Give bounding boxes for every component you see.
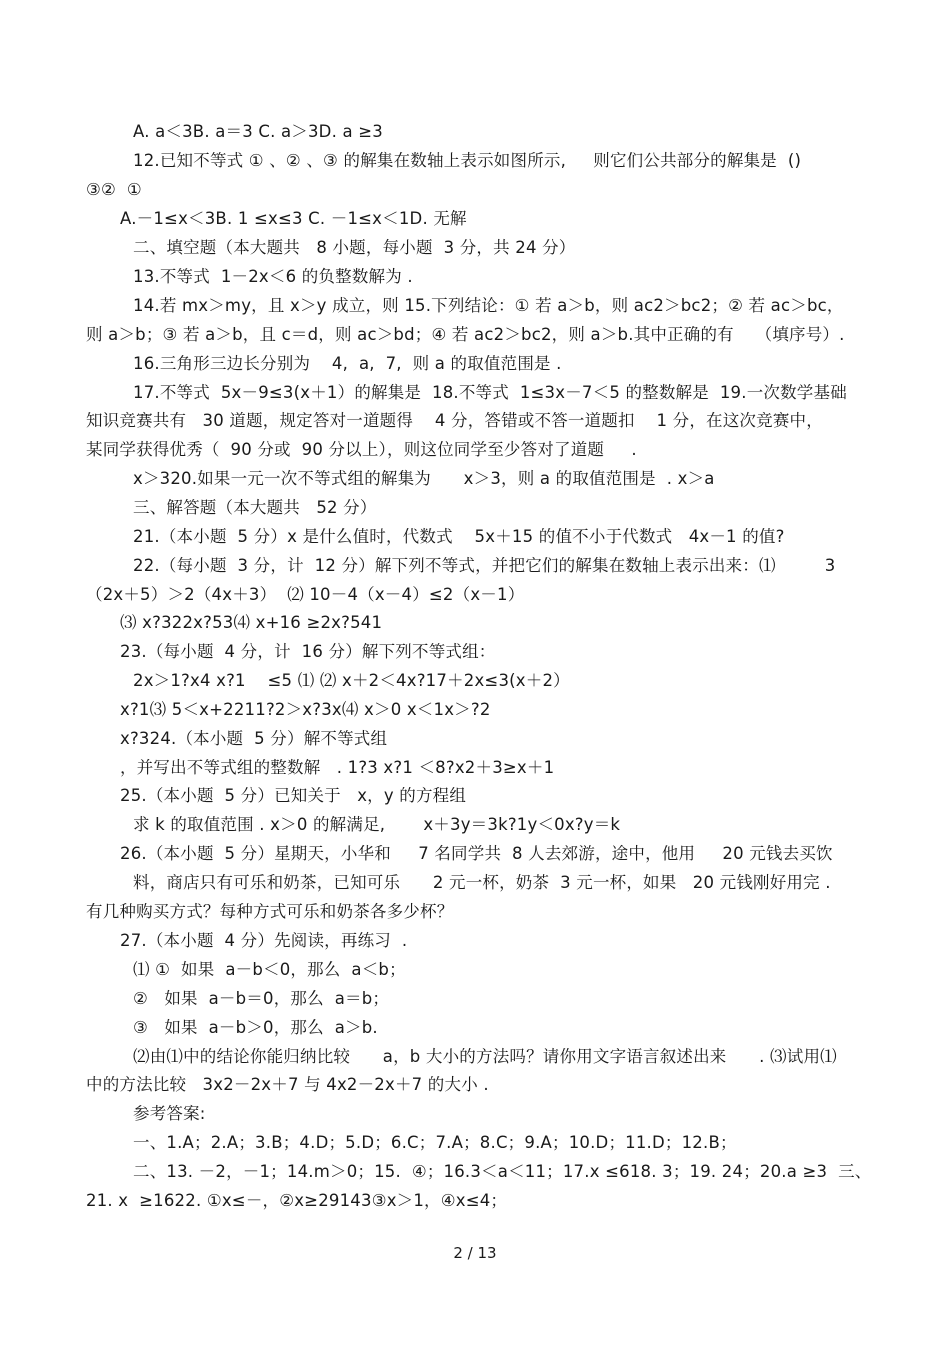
text-line-23: ，并写出不等式组的整数解 . 1?3 x?1 ＜8?x2＋3≥x＋1 (120, 758, 555, 777)
text-line-34: 中的方法比较 3x2－2x＋7 与 4x2－2x＋7 的大小 . (86, 1075, 489, 1094)
text-line-20: 2x＞1?x4 x?1 ≤5 ⑴ ⑵ x＋2＜4x?17＋2x≤3(x＋2） (133, 671, 570, 690)
text-line-31: ② 如果 a－b＝0，那么 a＝b； (133, 989, 390, 1008)
answer-key-heading: 参考答案: (133, 1104, 206, 1123)
text-line-13: x＞320.如果一元一次不等式组的解集为 x＞3，则 a 的取值范围是 . x＞a (133, 469, 715, 488)
text-line-1: A. a＜3B. a＝3 C. a＞3D. a ≥3 (133, 122, 383, 141)
text-line-4: A.－1≤x＜3B. 1 ≤x≤3 C. －1≤x＜1D. 无解 (120, 209, 467, 228)
text-line-9: 16.三角形三边长分别为 4, a, 7, 则 a 的取值范围是 . (133, 354, 562, 373)
text-line-27: 料，商店只有可乐和奶茶，已知可乐 2 元一杯，奶茶 3 元一杯，如果 20 元钱刚好用完 . (133, 873, 831, 892)
text-line-6: 13.不等式 1－2x＜6 的负整数解为 . (133, 267, 413, 286)
text-line-2: 12.已知不等式 ① 、② 、③ 的解集在数轴上表示如图所示, 则它们公共部分的解集是 () (133, 151, 802, 170)
text-line-26: 26.（本小题 5 分）星期天，小华和 7 名同学共 8 人去郊游，途中，他用 20 元钱去买饮 (120, 844, 833, 863)
text-line-12: 某同学获得优秀（ 90 分或 90 分以上），则这位同学至少答对了道题 . (86, 440, 637, 459)
text-line-22: x?324.（本小题 5 分）解不等式组 (120, 729, 388, 748)
text-line-15: 21.（本小题 5 分）x 是什么值时，代数式 5x＋15 的值不小于代数式 4x－1 的值? (133, 527, 785, 546)
answer-key-part-1: 一、1.A；2.A；3.B；4.D；5.D；6.C；7.A；8.C；9.A；10.D；11.D；12.B； (133, 1133, 737, 1152)
text-line-30: ⑴ ① 如果 a－b＜0，那么 a＜b； (133, 960, 406, 979)
text-line-11: 知识竞赛共有 30 道题，规定答对一道题得 4 分，答错或不答一道题扣 1 分，在这次竞赛中， (86, 411, 823, 430)
text-line-19: 23.（每小题 4 分，计 16 分）解下列不等式组： (120, 642, 496, 661)
text-line-10: 17.不等式 5x－9≤3(x＋1）的解集是 18.不等式 1≤3x－7＜5 的整数解是 19.一次数学基础 (133, 383, 847, 402)
text-line-24: 25.（本小题 5 分）已知关于 x，y 的方程组 (120, 786, 467, 805)
answer-key-part-2: 二、13. －2，－1；14.m＞0；15. ④；16.3＜a＜11；17.x ≤618. 3；19. 24；20.a ≥3 三、 (133, 1162, 872, 1181)
text-line-7: 14.若 mx＞my，且 x＞y 成立，则 15.下列结论：① 若 a＞b，则 ac2＞bc2；② 若 ac＞bc， (133, 296, 844, 315)
text-line-32: ③ 如果 a－b＞0，那么 a＞b. (133, 1018, 378, 1037)
section-heading-fill-in: 二、填空题（本大题共 8 小题，每小题 3 分，共 24 分） (133, 238, 576, 257)
text-line-8: 则 a＞b；③ 若 a＞b，且 c＝d，则 ac＞bd；④ 若 ac2＞bc2，则 a＞b.其中正确的有 （填序号）. (86, 325, 845, 344)
text-line-29: 27.（本小题 4 分）先阅读，再练习 . (120, 931, 408, 950)
page-number: 2 / 13 (453, 1244, 497, 1262)
text-line-3: ③② ① (86, 180, 142, 199)
text-line-28: 有几种购买方式？每种方式可乐和奶茶各多少杯？ (86, 902, 454, 921)
text-line-21: x?1⑶ 5＜x+2211?2＞x?3x⑷ x＞0 x＜1x＞?2 (120, 700, 491, 719)
text-line-16: 22.（每小题 3 分，计 12 分）解下列不等式，并把它们的解集在数轴上表示出来：⑴ 3 (133, 556, 836, 575)
text-line-18: ⑶ x?322x?53⑷ x+16 ≥2x?541 (120, 613, 383, 632)
text-line-17: （2x＋5）＞2（4x＋3） ⑵ 10－4（x－4）≤2（x－1） (86, 585, 525, 604)
text-line-25: 求 k 的取值范围 . x＞0 的解满足, x＋3y＝3k?1y＜0x?y＝k (133, 815, 621, 834)
text-line-33: ⑵由⑴中的结论你能归纳比较 a，b 大小的方法吗？请你用文字语言叙述出来 . ⑶试用⑴ (133, 1047, 837, 1066)
answer-key-part-3: 21. x ≥1622. ①x≤－，②x≥29143③x＞1，④x≤4； (86, 1191, 508, 1210)
section-heading-solutions: 三、解答题（本大题共 52 分） (133, 498, 377, 517)
